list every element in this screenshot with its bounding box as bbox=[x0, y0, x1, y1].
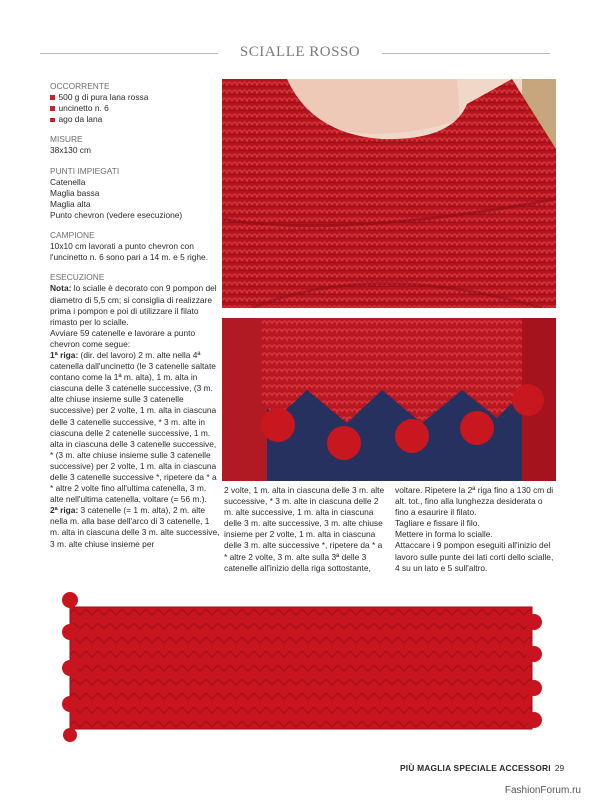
materials-item: ago da lana bbox=[50, 114, 220, 125]
page-footer bbox=[400, 763, 564, 773]
stitch-item: Maglia bassa bbox=[50, 187, 100, 198]
nota-label: Nota: bbox=[50, 283, 72, 294]
header-rule-left bbox=[40, 53, 218, 54]
watermark: FashionForum.ru bbox=[504, 785, 581, 796]
avviare-paragraph: Avviare 59 catenelle e lavorare a punto chevron come segue: bbox=[50, 327, 196, 349]
nota-paragraph bbox=[50, 283, 220, 327]
riga2-text: 3 catenelle (= 1 m. alta), 2 m. alte nella m. alla base dell'arco di 3 catenelle, 1 m. alta in ciascuna delle 3 m. alte successive, 3 m. alte chiuse insieme per bbox=[50, 505, 220, 549]
col3-paragraph-3: Mettere in forma lo scialle. bbox=[395, 529, 493, 540]
photo-scarf-pompoms bbox=[222, 318, 556, 481]
instructions-column-3 bbox=[395, 485, 557, 574]
materials-item: 500 g di pura lana rossa bbox=[50, 92, 220, 103]
riga2-paragraph bbox=[50, 505, 220, 549]
materials-item: uncinetto n. 6 bbox=[50, 103, 220, 114]
punti-heading: PUNTI IMPIEGATI bbox=[50, 165, 120, 176]
page-number: 29 bbox=[554, 763, 565, 773]
riga1-paragraph bbox=[50, 350, 220, 505]
col3-paragraph-1: voltare. Ripetere la 2ª riga fino a 130 cm di alt. tot., fino alla lunghezza desiderata o fino a esaurire il filato. bbox=[395, 485, 554, 518]
scarf-flat-illustration bbox=[50, 592, 550, 742]
stitch-item: Maglia alta bbox=[50, 198, 91, 209]
misure-value: 38x130 cm bbox=[50, 145, 91, 156]
riga1-label: 1ª riga: bbox=[50, 349, 79, 360]
riga2-label: 2ª riga: bbox=[50, 505, 79, 516]
scarf-pompoms-illustration bbox=[222, 318, 556, 481]
col2-text: 2 volte, 1 m. alta in ciascuna delle 3 m. alte successive, * 3 m. alte in ciascuna delle 2 m. alte successive, 1 m. alta in ciascuna delle 3 m. alte successive, 3 m. alte chiuse insieme per 2 volte, 1 m. alta in ciascuna delle 3 m. alte successive *, ripetere da * a * altre 2 volte, 3 m. alte sulla 3ª delle 3 catenelle all'inizio della riga sottostante, bbox=[224, 485, 385, 573]
footer-label: PIÙ MAGLIA SPECIALE ACCESSORI bbox=[400, 763, 551, 773]
red-square-bullet-icon bbox=[50, 95, 55, 100]
esecuzione-heading: ESECUZIONE bbox=[50, 272, 105, 283]
photo-scarf-flat bbox=[50, 592, 550, 742]
scarf-worn-illustration bbox=[222, 79, 556, 308]
photo-scarf-worn bbox=[222, 79, 556, 308]
nota-text: lo scialle è decorato con 9 pompon del diametro di 5,5 cm; si consiglia di realizzare prima i pompon e poi di utilizzare il filato rimasto per lo scialle. bbox=[50, 283, 217, 327]
header-rule-right bbox=[382, 53, 550, 54]
instructions-column-2 bbox=[224, 485, 386, 574]
riga1-text: (dir. del lavoro) 2 m. alte nella 4ª catenella dall'uncinetto (le 3 catenelle saltate contano come la 1ª m. alta), 1 m. alta in ciascuna delle 3 catenelle successive, (3 m. alte chiuse insieme sulle 3 catenelle successive) per 2 volte, 1 m. alta in ciascuna delle 3 catenelle successive, * 3 m. alte in ciascuna delle 2 catenelle successive, 1 m. alta in ciascuna delle 3 catenelle successive, * (3 m. alte chiuse insieme sulle 3 catenelle successive) per 2 volte, 1 m. alta in ciascuna delle 3 catenelle successive *, ripetere da * a * altre 2 volte fino all'ultima catenella, 3 m. alte nell'ultima catenella, voltare (= 56 m.). bbox=[50, 349, 217, 505]
instructions-column-1 bbox=[50, 81, 220, 550]
misure-heading: MISURE bbox=[50, 134, 83, 145]
red-square-bullet-icon bbox=[50, 118, 55, 123]
col3-paragraph-2: Tagliare e fissare il filo. bbox=[395, 518, 480, 529]
campione-text: 10x10 cm lavorati a punto chevron con l'uncinetto n. 6 sono pari a 14 m. e 5 righe. bbox=[50, 241, 209, 263]
stitch-item: Punto chevron (vedere esecuzione) bbox=[50, 209, 183, 220]
campione-heading: CAMPIONE bbox=[50, 230, 95, 241]
stitch-item: Catenella bbox=[50, 176, 86, 187]
col3-paragraph-4: Attaccare i 9 pompon eseguiti all'inizio del lavoro sulle punte dei lati corti dello scialle, 4 su un lato e 5 sull'altro. bbox=[395, 540, 554, 573]
page-title: SCIALLE ROSSO bbox=[239, 44, 361, 60]
occorrente-heading: OCCORRENTE bbox=[50, 81, 110, 91]
red-square-bullet-icon bbox=[50, 106, 55, 111]
